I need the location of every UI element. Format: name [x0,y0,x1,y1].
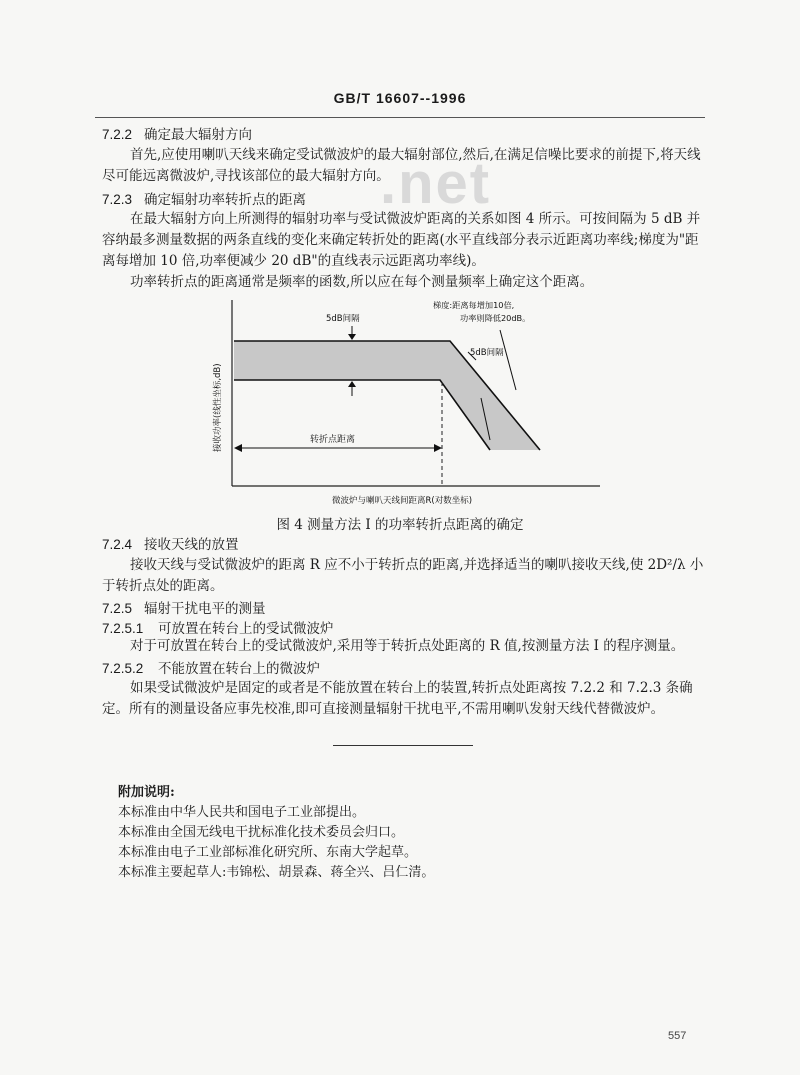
page-number: 557 [668,1030,687,1042]
section-7-2-2-heading [102,123,252,143]
notes-title: 附加说明: [118,785,175,800]
section-title: 接收天线的放置 [144,537,239,553]
notes-line: 本标准主要起草人:韦锦松、胡景森、蒋全兴、吕仁清。 [118,865,435,880]
gradient-label-1: 梯度:距离每增加10倍, [433,300,515,310]
section-title: 辐射干扰电平的测量 [144,601,266,617]
section-7-2-5-2-heading [102,657,320,677]
section-7-2-5-2-body: 如果受试微波炉是固定的或者是不能放置在转台上的装置,转折点处距离按 7.2.2 和 7.2.3 条确定。所有的测量设备应事先校准,即可直接测量辐射干扰电平,不需用喇叭发射天线代替微波炉。 [102,680,693,717]
section-7-2-2-body: 首先,应使用喇叭天线来确定受试微波炉的最大辐射部位,然后,在满足信噪比要求的前提下,将天线尽可能远离微波炉,寻找该部位的最大辐射方向。 [102,147,701,184]
section-title: 确定辐射功率转折点的距离 [144,192,306,208]
notes-line: 本标准由中华人民共和国电子工业部提出。 [118,805,366,820]
section-number: 7.2.3 [102,192,133,207]
section-7-2-4-body: 接收天线与受试微波炉的距离 R 应不小于转折点的距离,并选择适当的喇叭接收天线,使 2D²/λ 小于转折点处的距离。 [102,557,704,594]
figure-4-diagram [200,290,620,510]
section-7-2-5-1-heading [102,617,334,637]
gradient-label-2: 功率则降低20dB。 [460,313,531,323]
section-number: 7.2.5 [102,601,133,616]
watermark: .net [380,151,492,216]
x-axis-label: 微波炉与喇叭天线间距离R(对数坐标) [332,496,473,506]
section-number: 7.2.4 [102,537,133,552]
end-of-text-rule [333,745,473,746]
section-title: 确定最大辐射方向 [144,127,252,143]
section-7-2-5-1-body: 对于可放置在转台上的受试微波炉,采用等于转折点处距离的 R 值,按测量方法 I 的程序测量。 [130,638,685,654]
y-axis-label: 接收功率(线性坐标,dB) [213,363,223,452]
section-number: 7.2.2 [102,127,133,142]
section-7-2-3-body-2: 功率转折点的距离通常是频率的函数,所以应在每个测量频率上确定这个距离。 [130,274,594,290]
section-7-2-5-heading [102,597,266,617]
section-title: 可放置在转台上的受试微波炉 [158,621,334,637]
section-7-2-3-heading [102,188,306,208]
figure-caption: 图 4 测量方法 I 的功率转折点距离的确定 [276,517,524,533]
turning-distance-label: 转折点距离 [310,435,356,445]
section-title: 不能放置在转台上的微波炉 [158,661,320,677]
document-code: GB/T 16607--1996 [333,90,467,106]
section-number: 7.2.5.1 [102,621,144,636]
header-rule [95,117,705,118]
label-5db-left: 5dB间隔 [326,314,360,324]
additional-notes [118,783,434,883]
section-number: 7.2.5.2 [102,661,144,676]
gradient-pointer [500,330,516,390]
notes-line: 本标准由全国无线电干扰标准化技术委员会归口。 [118,825,405,840]
label-5db-right: 5dB间隔 [470,348,504,358]
section-7-2-3-body: 在最大辐射方向上所测得的辐射功率与受试微波炉距离的关系如图 4 所示。可按间隔为 5 dB 并容纳最多测量数据的两条直线的变化来确定转折处的距离(水平直线部分表示近距离功率线;梯度为"距离每增加 10 倍,功率便减少 20 dB"的直线表示远距离功率线)。 [102,211,701,269]
section-7-2-4-heading [102,533,239,553]
notes-line: 本标准由电子工业部标准化研究所、东南大学起草。 [118,845,418,860]
